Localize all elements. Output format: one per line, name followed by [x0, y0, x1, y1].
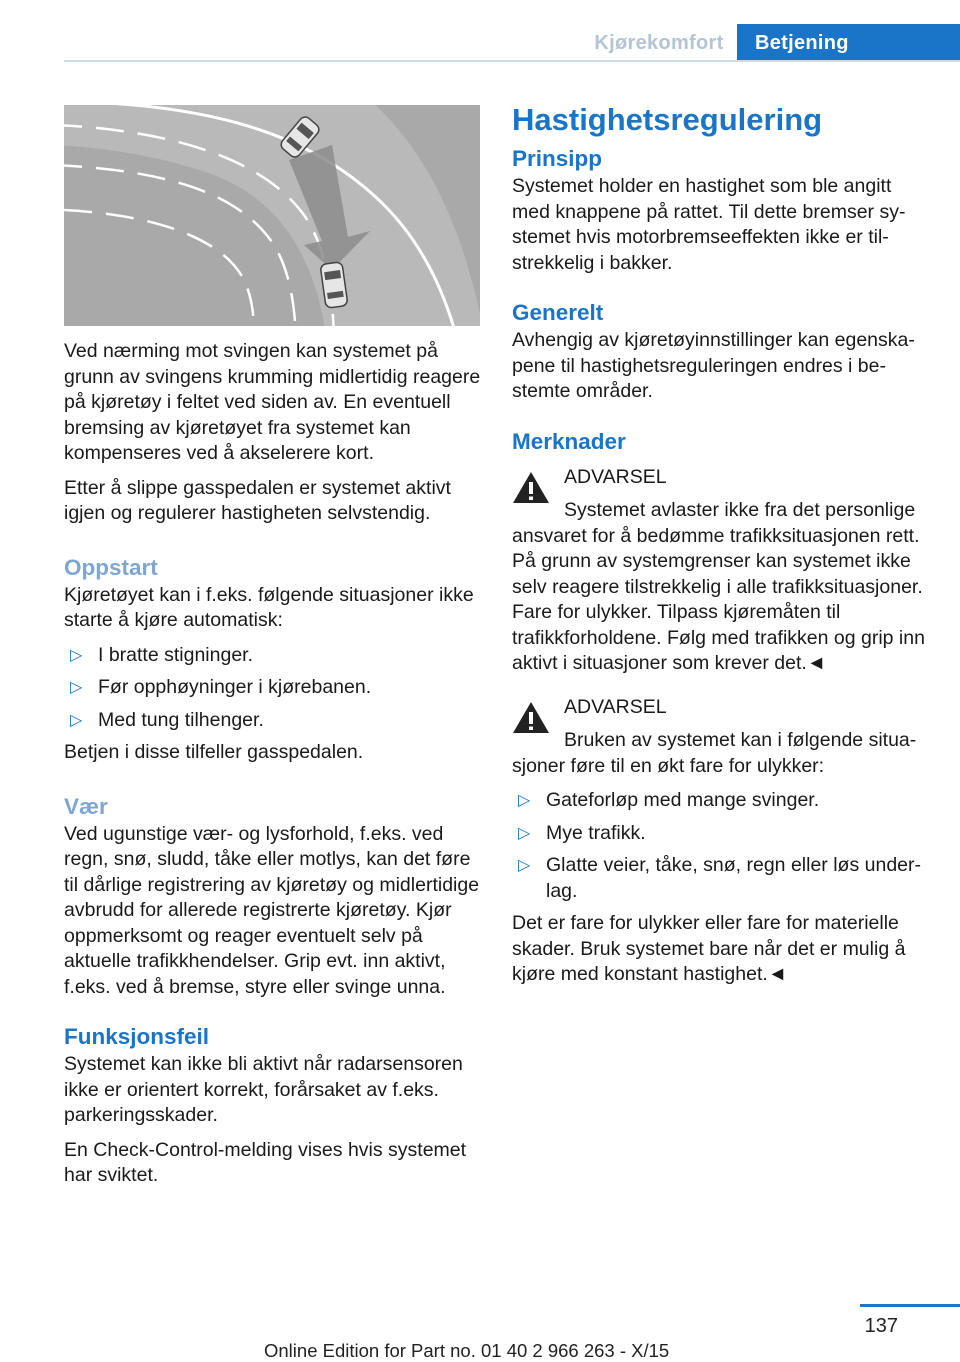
triangle-bullet-icon: ▷: [70, 679, 83, 696]
page-number: 137: [864, 1315, 898, 1337]
header-section-tab: Kjørekomfort: [594, 32, 724, 54]
list-item-text: Mye trafikk.: [546, 821, 646, 844]
list-item-text: Med tung tilhenger.: [98, 708, 264, 731]
triangle-bullet-icon: ▷: [518, 792, 531, 809]
heading-merknader: Merknader: [512, 428, 626, 454]
triangle-bullet-icon: ▷: [518, 824, 531, 842]
body-text: Kjøretøyet kan i f.eks. følgende situasjoner ikke starte å kjøre automatisk:: [64, 583, 474, 631]
list-item: [64, 675, 482, 701]
list-item-text: Gateforløp med mange svinger.: [546, 789, 820, 811]
body-text: Ved ugunstige vær- og lysforhold, f.eks. ved regn, snø, sludd, tåke eller motlys, kan det føre til dårlige registrering av kjøretøy og midlertidige avbrudd for allerede registrerte kjøretøy. Kjør oppmerksomt og reager eventuelt selv på aktuelle trafikkhendelser. Grip evt. inn aktivt, f.eks. ved å bremse, styre eller svinge unna.: [64, 822, 480, 998]
warning-box: [512, 695, 928, 780]
warning-triangle-icon: [512, 471, 550, 504]
list-item-text: I bratte stigninger.: [98, 643, 254, 666]
list-item: [512, 788, 928, 814]
figure-caption: Ved nærming mot svingen kan systemet på grunn av svingens krumming midlertidig reagere på kjøretøy i feltet ved siden av. En eventuell bremsing av kjøretøyet fra systemet kan kompenseres ved å akselerere kort.: [64, 340, 481, 464]
heading-generelt: Generelt: [512, 300, 604, 325]
warning-triangle-icon: [512, 701, 550, 734]
oppstart-list: [64, 643, 482, 734]
warning-title: ADVARSEL: [564, 695, 667, 718]
right-column: [512, 100, 928, 997]
heading-oppstart: Oppstart: [64, 554, 158, 580]
warning-text: Bruken av systemet kan i følgende situasjoner føre til en økt fare for ulykker:: [512, 729, 917, 777]
list-item-text: Glatte veier, tåke, snø, regn eller løs underlag.: [546, 854, 922, 902]
header-rule: [64, 60, 960, 62]
warning-title: ADVARSEL: [564, 465, 667, 488]
list-item: [512, 853, 928, 904]
heading-funksjonsfeil: Funksjonsfeil: [64, 1024, 210, 1049]
footer-rule: [860, 1304, 960, 1307]
body-text: Betjen i disse tilfeller gasspedalen.: [64, 741, 364, 763]
left-column: [64, 105, 482, 1198]
warning-box: [512, 465, 928, 677]
body-text: Det er fare for ulykker eller fare for materielle skader. Bruk systemet bare når det er mulig å kjøre med konstant hastighet.◄: [512, 912, 906, 985]
body-text: Etter å slippe gasspedalen er systemet aktivt igjen og regulerer hastigheten selvstendig.: [64, 476, 451, 524]
section-title: Hastighetsregulering: [512, 102, 823, 137]
heading-vaer: Vær: [64, 793, 108, 819]
body-text: En Check-Control-melding vises hvis systemet har sviktet.: [64, 1138, 467, 1186]
body-text: Systemet kan ikke bli aktivt når radarsensoren ikke er orientert korrekt, forårsaket av f.eks. parkeringsskader.: [64, 1053, 463, 1126]
list-item: [64, 643, 482, 669]
triangle-bullet-icon: ▷: [70, 711, 83, 729]
body-text: Systemet holder en hastighet som ble angitt med knappene på rattet. Til dette bremser systemet hvis motorbremseeffekten ikke er tilstrekkelig i bakker.: [512, 175, 906, 274]
warning-text: Systemet avlaster ikke fra det personlige ansvaret for å bedømme trafikksituasjonen rett. På grunn av systemgrenser kan systemet ikke selv reagere tilstrekkelig i alle trafikksituasjoner. Fare for ulykker. Tilpass kjøremåten til trafikkforholdene. Følg med trafikken og grip inn aktivt i situasjoner som krever det.◄: [512, 499, 925, 674]
list-item-text: Før opphøyninger i kjørebanen.: [98, 676, 372, 698]
heading-prinsipp: Prinsipp: [512, 146, 603, 171]
warning-list: [512, 788, 928, 904]
curve-illustration: [64, 105, 480, 326]
triangle-bullet-icon: ▷: [518, 857, 531, 874]
header-chapter-tab: Betjening: [737, 24, 960, 62]
triangle-bullet-icon: ▷: [70, 646, 83, 664]
footer-edition: Online Edition for Part no. 01 40 2 966 263 - X/15: [264, 1340, 670, 1361]
list-item: [64, 708, 482, 734]
body-text: Avhengig av kjøretøyinnstillinger kan egenskapene til hastighetsreguleringen endres i bestemte områder.: [512, 329, 915, 402]
list-item: [512, 821, 928, 847]
